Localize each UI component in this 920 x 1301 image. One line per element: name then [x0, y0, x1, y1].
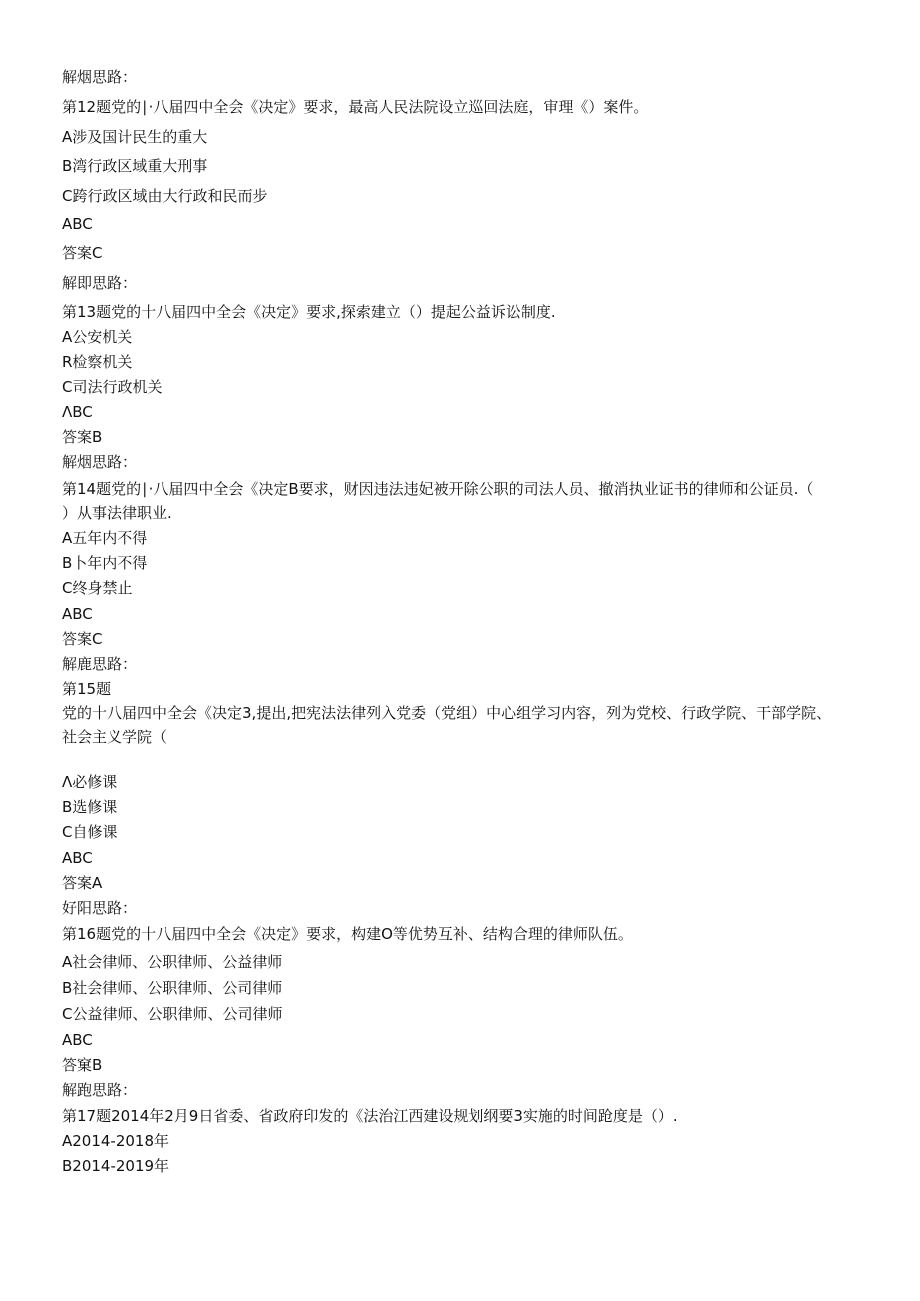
option-a: A涉及国计民生的重大: [62, 128, 208, 146]
question-14-continued: ）从事法律职业.: [62, 504, 172, 522]
option-b: B2014-2019年: [62, 1157, 170, 1175]
text-line: 解烟思路：: [62, 453, 138, 471]
text-line: 解烟思路：: [62, 68, 138, 86]
question-14: 第14题党的∣·八届四中全会《决定B要求，财因违法违妃被开除公职的司法人员、撤消执业证书的律师和公证员.（: [62, 480, 814, 498]
option-c: C跨行政区域由大行政和民而步: [62, 187, 268, 205]
question-16: 第16题党的十八届四中全会《决定》要求，构建O等优势互补、结构合理的律师队伍。: [62, 925, 633, 943]
option-c: C自修课: [62, 823, 118, 841]
answer: 答案B: [62, 428, 103, 446]
answer: 答窠B: [62, 1056, 103, 1074]
text-line: 好阳思路：: [62, 899, 138, 917]
text-line: 解鹿思路：: [62, 655, 138, 673]
question-17: 第17题2014年2月9日省委、省政府印发的《法治江西建设规划纲要3实施的时间跄度是（）.: [62, 1107, 678, 1125]
option-b: B卜年内不得: [62, 554, 148, 572]
option-a: A社会律师、公职律师、公益律师: [62, 953, 283, 971]
options-summary: ABC: [62, 605, 93, 623]
options-summary: ΛBC: [62, 403, 93, 421]
options-summary: ABC: [62, 215, 93, 233]
answer: 答案C: [62, 630, 103, 648]
question-12: 第12题党的∣·八届四中全会《决定》要求，最高人民法院设立巡回法庭，审理《）案件。: [62, 98, 649, 116]
option-a: A公安机关: [62, 328, 133, 346]
option-a: Λ必修课: [62, 773, 118, 791]
answer: 答案A: [62, 874, 103, 892]
text-line: 解即思路：: [62, 274, 138, 292]
question-15-continued: 社会主义学院（: [62, 728, 168, 746]
text-line: 解跑思路：: [62, 1081, 138, 1099]
options-summary: ABC: [62, 849, 93, 867]
option-b: B选修课: [62, 798, 118, 816]
option-b: B湾行政区域重大刑事: [62, 157, 208, 175]
option-a: A2014-2018年: [62, 1132, 170, 1150]
question-15-label: 第15题: [62, 680, 112, 698]
answer: 答案C: [62, 244, 103, 262]
question-13: 第13题党的十八届四中全会《决定》要求,探索建立（）提起公益诉讼制度.: [62, 303, 556, 321]
option-b: B社会律师、公职律师、公司律师: [62, 979, 283, 997]
option-b: R检察机关: [62, 353, 133, 371]
option-c: C公益律师、公职律师、公司律师: [62, 1005, 283, 1023]
question-15: 党的十八届四中全会《决定3,提出,把宪法法律列入党委（党组）中心组学习内容，列为党校、行政学院、干部学院、: [62, 704, 832, 722]
option-c: C终身禁止: [62, 579, 133, 597]
options-summary: ABC: [62, 1031, 93, 1049]
option-a: A五年内不得: [62, 529, 148, 547]
option-c: C司法行政机关: [62, 378, 163, 396]
